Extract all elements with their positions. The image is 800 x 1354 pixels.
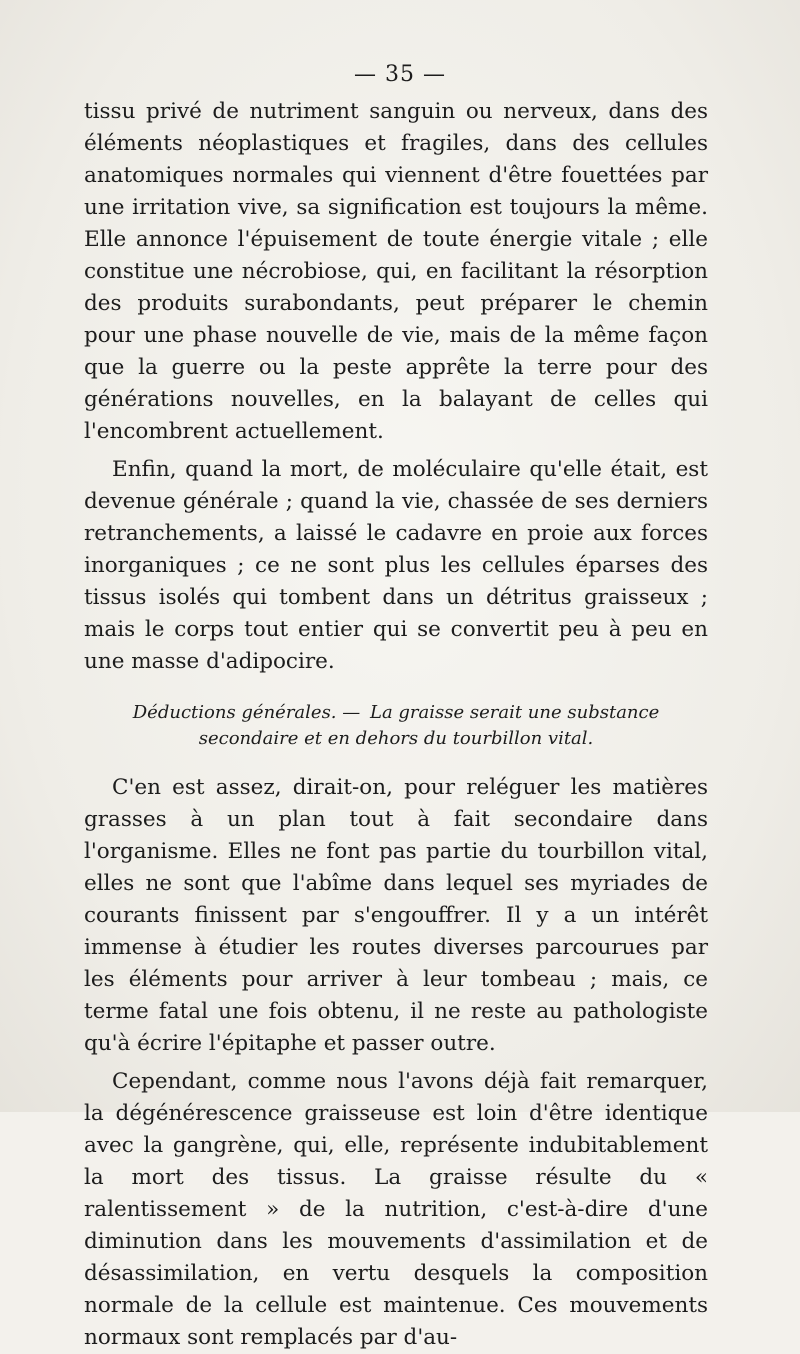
paragraph-1: tissu privé de nutriment sanguin ou nerveux, dans des éléments néoplastiques et fragiles, dans des cellules anatomiques normales qui viennent d'être fouettées par une irritation vive, sa signification est toujours la même. Elle annonce l'épuisement de toute énergie vitale ; elle constitue une nécrobiose, qui, en facilitant la résorption des produits surabondants, peut préparer le chemin pour une phase nouvelle de vie, mais de la même façon que la guerre ou la peste apprête la terre pour des générations nouvelles, en la balayant de celles qui l'encombrent actuellement. — [84, 99, 708, 444]
section-heading-title: Déductions générales. — — [132, 702, 361, 723]
body-text — [84, 96, 708, 1354]
paragraph-3: C'en est assez, dirait-on, pour reléguer les matières grasses à un plan tout à fait secondaire dans l'organisme. Elles ne font pas partie du tourbillon vital, elles ne sont que l'abîme dans lequel ses myriades de courants finissent par s'engouffrer. Il y a un intérêt immense à étudier les routes diverses parcourues par les éléments pour arriver à leur tombeau ; mais, ce terme fatal une fois obtenu, il ne reste au pathologiste qu'à écrire l'épitaphe et passer outre. — [84, 775, 708, 1056]
section-heading-text: La graisse serait une substance secondaire et en dehors du tourbillon vital. — [198, 702, 660, 749]
page-number: — 35 — — [354, 62, 446, 87]
section-heading — [84, 700, 708, 752]
paragraph-4: Cependant, comme nous l'avons déjà fait remarquer, la dégénérescence graisseuse est loin d'être identique avec la gangrène, qui, elle, représente indubitablement la mort des tissus. La graisse résulte du « ralentissement » de la nutrition, c'est-à-dire d'une diminution dans les mouvements d'assimilation et de désassimilation, en vertu desquels la composition normale de la cellule est maintenue. Ces mouvements normaux sont remplacés par d'au- — [84, 1069, 708, 1350]
paragraph-2: Enfin, quand la mort, de moléculaire qu'elle était, est devenue générale ; quand la vie, chassée de ses derniers retranchements, a laissé le cadavre en proie aux forces inorganiques ; ce ne sont plus les cellules éparses des tissus isolés qui tombent dans un détritus graisseux ; mais le corps tout entier qui se convertit peu à peu en une masse d'adipocire. — [84, 457, 708, 674]
